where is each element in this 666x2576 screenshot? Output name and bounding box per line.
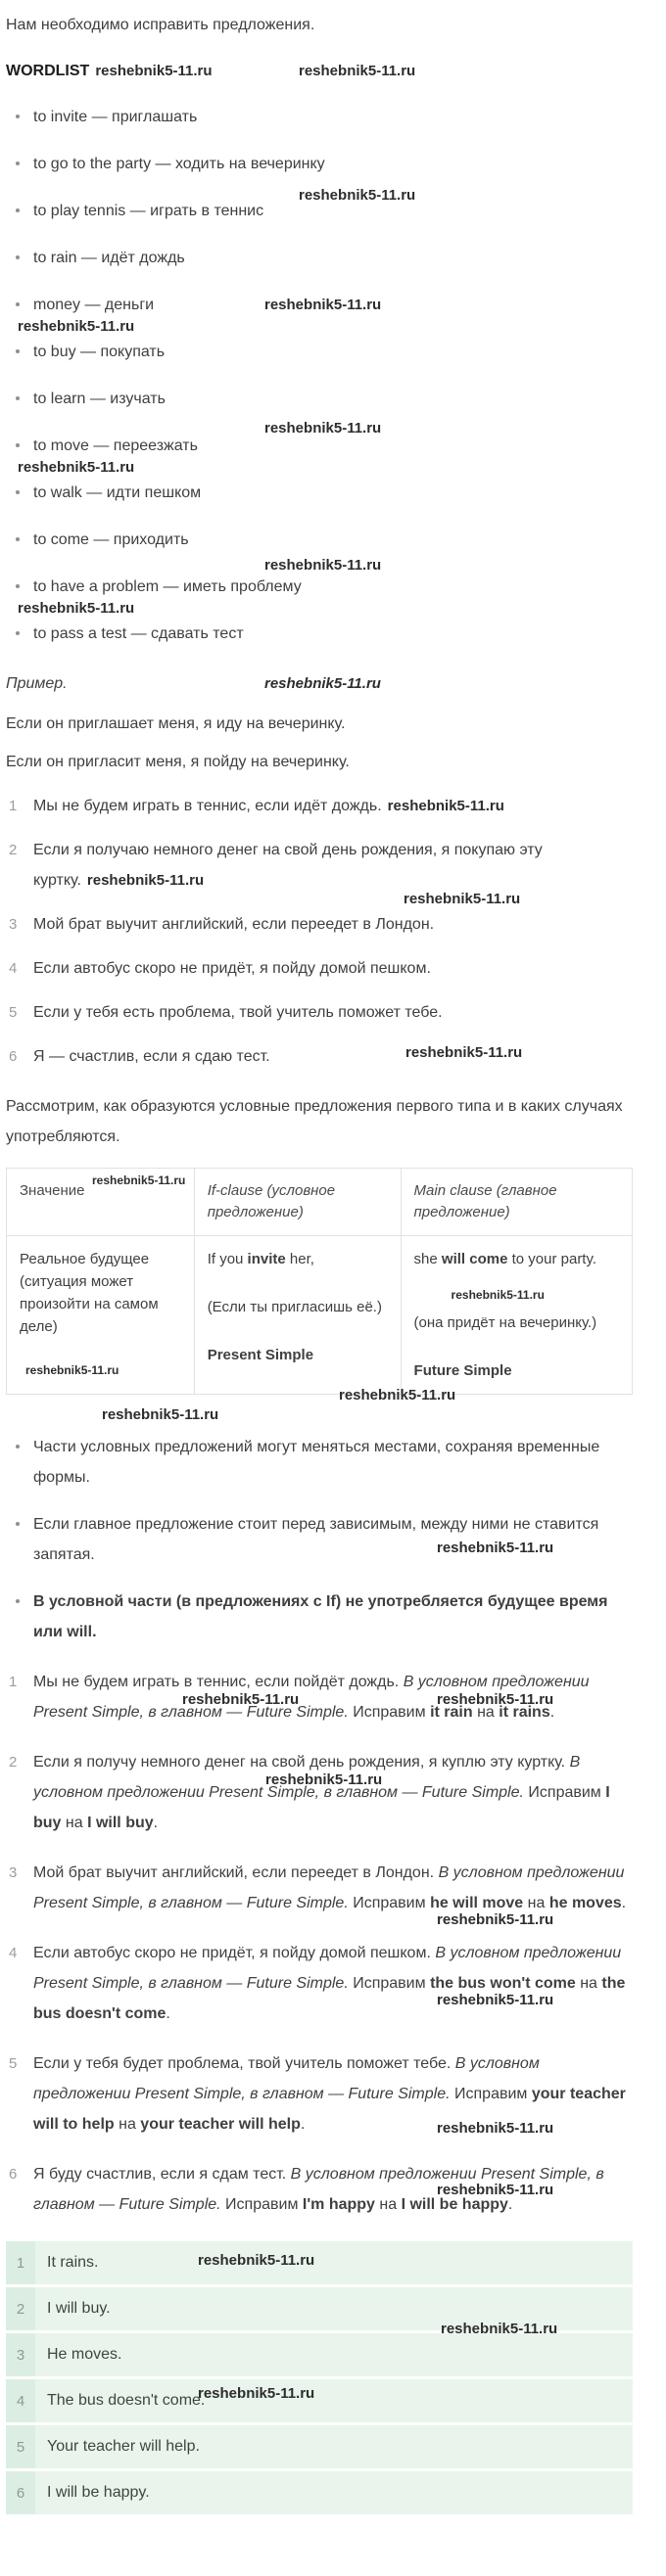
- watermark: reshebnik5-11.ru: [92, 1173, 186, 1187]
- wordlist-item-text: to buy — покупать: [33, 344, 166, 360]
- conditional-intro: Рассмотрим, как образуются условные предложения первого типа и в каких случаях употребляются.: [6, 1098, 623, 1145]
- cell-main-clause: [401, 1236, 632, 1395]
- example-present: Если он приглашает меня, я иду на вечеринку.: [6, 715, 346, 732]
- explanation-item: [33, 1667, 633, 1727]
- watermark: reshebnik5-11.ru: [437, 2120, 554, 2137]
- explanation-item: [33, 2159, 633, 2220]
- note-text: Части условных предложений могут меняться местами, сохраняя временные формы.: [33, 1439, 600, 1486]
- cell-meaning: [7, 1236, 195, 1395]
- explanation-item: [33, 2048, 633, 2139]
- explanation-item: [33, 1938, 633, 2029]
- wordlist-item: [18, 600, 633, 649]
- explanation-item: [33, 1858, 633, 1928]
- example-future: Если он пригласит меня, я пойду на вечеринку.: [6, 754, 350, 770]
- answer-number: [6, 2241, 35, 2284]
- sentence-item: [33, 953, 633, 984]
- sentence-text: Я — счастлив, если я сдаю тест.: [33, 1048, 270, 1065]
- watermark: reshebnik5-11.ru: [264, 297, 382, 313]
- main-clause-translation: (она придёт на вечеринку.): [413, 1314, 597, 1331]
- wordlist-item-text: to learn — изучать: [33, 391, 166, 407]
- sentence-item: [33, 1041, 633, 1072]
- watermark: reshebnik5-11.ru: [437, 1992, 554, 2008]
- wordlist-item-text: to walk — идти пешком: [33, 484, 202, 501]
- answer-text: I will buy.: [35, 2287, 633, 2330]
- watermark: reshebnik5-11.ru: [299, 187, 416, 204]
- explanation-text: Я буду счастлив, если я сдам тест. В условном предложении Present Simple, в главном — Future Simple. Исправим I'm happy на I will be happy.: [33, 2166, 604, 2213]
- sentence-item: [33, 835, 633, 896]
- wordlist-item: [33, 525, 633, 574]
- conditional-table-wrapper: [6, 1168, 633, 1395]
- wordlist-item: [18, 318, 633, 367]
- intro-paragraph: Нам необходимо исправить предложения.: [6, 17, 315, 33]
- sentence-text: Если у тебя есть проблема, твой учитель поможет тебе.: [33, 1004, 443, 1021]
- watermark: reshebnik5-11.ru: [198, 2252, 315, 2269]
- wordlist-item-text: to go to the party — ходить на вечеринку: [33, 156, 325, 172]
- sentence-list: [6, 791, 633, 1072]
- wordlist-item-text: to invite — приглашать: [33, 109, 198, 125]
- answer-number: [6, 2425, 35, 2468]
- sentence-item: [33, 997, 633, 1028]
- wordlist-item-text: to have a problem — иметь проблему: [33, 578, 302, 595]
- watermark: reshebnik5-11.ru: [264, 557, 382, 574]
- answer-number: [6, 2333, 35, 2376]
- watermark: reshebnik5-11.ru: [437, 1540, 554, 1556]
- cell-if-clause: [194, 1236, 401, 1395]
- watermark: reshebnik5-11.ru: [25, 1363, 119, 1377]
- note-item: [33, 1509, 633, 1570]
- wordlist-title: WORDLIST: [6, 63, 90, 79]
- sentence-text: Если я получаю немного денег на свой день рождения, я покупаю эту куртку.: [33, 842, 543, 889]
- watermark: reshebnik5-11.ru: [437, 2182, 554, 2198]
- wordlist-item-text: money — деньги: [33, 297, 155, 313]
- sentence-text: Если автобус скоро не придёт, я пойду домой пешком.: [33, 960, 431, 977]
- notes-list: [6, 1432, 633, 1647]
- watermark: reshebnik5-11.ru: [451, 1288, 545, 1302]
- answer-text: He moves.: [35, 2333, 633, 2376]
- wordlist-item-text: to rain — идёт дождь: [33, 250, 185, 266]
- sentence-item: [33, 791, 633, 821]
- wordlist-item-text: to pass a test — сдавать тест: [33, 625, 244, 642]
- watermark: reshebnik5-11.ru: [404, 891, 521, 907]
- wordlist-item: [33, 102, 633, 132]
- answer-text: Your teacher will help.: [35, 2425, 633, 2468]
- conditional-table: [6, 1168, 633, 1395]
- answer-text: I will be happy.: [35, 2471, 633, 2514]
- watermark: reshebnik5-11.ru: [437, 1691, 554, 1708]
- answers-section: [6, 2241, 633, 2514]
- answer-number: [6, 2379, 35, 2422]
- watermark: reshebnik5-11.ru: [264, 675, 381, 692]
- explanation-text: Если у тебя будет проблема, твой учитель поможет тебе. В условном предложении Present Simple, в главном — Future Simple. Исправим your teacher will to help на your teacher will help.: [33, 2055, 626, 2133]
- answer-text: The bus doesn't come.: [35, 2379, 633, 2422]
- answer-row: [6, 2241, 633, 2284]
- note-item: [33, 1587, 633, 1647]
- meaning-text: Реальное будущее (ситуация может произойти на самом деле): [20, 1251, 159, 1335]
- sentence-item: [33, 891, 633, 940]
- answer-row: [6, 2379, 633, 2422]
- wordlist-item: [33, 149, 633, 204]
- watermark: reshebnik5-11.ru: [387, 798, 504, 814]
- main-clause-tense: Future Simple: [413, 1362, 512, 1379]
- example-label-text: Пример.: [6, 675, 68, 692]
- watermark: reshebnik5-11.ru: [18, 318, 135, 335]
- answer-row: [6, 2425, 633, 2468]
- watermark: reshebnik5-11.ru: [18, 459, 135, 476]
- wordlist-item-text: to move — переезжать: [33, 437, 198, 454]
- answer-row: [6, 2471, 633, 2514]
- watermark: reshebnik5-11.ru: [18, 600, 135, 617]
- main-clause-example: she will come to your party.: [413, 1251, 597, 1267]
- sentence-text: Мой брат выучит английский, если переедет в Лондон.: [33, 916, 435, 933]
- wordlist: [6, 102, 633, 649]
- wordlist-item: [18, 459, 633, 508]
- wordlist-item-text: to come — приходить: [33, 531, 189, 548]
- wordlist-header: [6, 56, 633, 86]
- answer-row: [6, 2321, 633, 2376]
- explanation-text: Мы не будем играть в теннис, если пойдёт дождь. В условном предложении Present Simple, в главном — Future Simple. Исправим it rain на it rains.: [33, 1674, 590, 1721]
- example-label: [6, 668, 633, 699]
- note-item: [33, 1432, 633, 1493]
- watermark: reshebnik5-11.ru: [86, 872, 205, 889]
- table-header-meaning: Значение: [7, 1169, 195, 1236]
- watermark: reshebnik5-11.ru: [182, 1691, 300, 1708]
- watermark-gap: [6, 1387, 633, 1428]
- answer-number: [6, 2287, 35, 2330]
- wordlist-item-text: to play tennis — играть в теннис: [33, 203, 264, 219]
- watermark: reshebnik5-11.ru: [102, 1406, 219, 1423]
- explanation-list: [6, 1667, 633, 2220]
- answer-text: It rains.: [35, 2241, 633, 2284]
- explanation-text: Мой брат выучит английский, если переедет в Лондон. В условном предложении Present Simple, в главном — Future Simple. Исправим he will move на he moves.: [33, 1864, 627, 1911]
- watermark: reshebnik5-11.ru: [339, 1387, 456, 1403]
- sentence-text: Мы не будем играть в теннис, если идёт дождь.: [33, 798, 382, 814]
- watermark: reshebnik5-11.ru: [265, 1771, 383, 1788]
- if-clause-tense: Present Simple: [207, 1347, 314, 1363]
- watermark: reshebnik5-11.ru: [437, 1911, 554, 1928]
- note-text: Если главное предложение стоит перед зависимым, между ними не ставится запятая.: [33, 1516, 599, 1563]
- explanation-item: [33, 1747, 633, 1838]
- if-clause-example: If you invite her,: [207, 1251, 314, 1267]
- table-header-main-clause: Main clause (главное предложение): [401, 1169, 632, 1236]
- watermark: reshebnik5-11.ru: [405, 1044, 523, 1061]
- answer-number: [6, 2471, 35, 2514]
- explanation-text: Если автобус скоро не придёт, я пойду домой пешком. В условном предложении Present Simple, в главном — Future Simple. Исправим the bus won't come на the bus doesn't come.: [33, 1945, 626, 2022]
- watermark: reshebnik5-11.ru: [441, 2321, 558, 2337]
- if-clause-translation: (Если ты пригласишь её.): [207, 1299, 382, 1315]
- wordlist-item: [33, 384, 633, 437]
- explanation-text: Если я получу немного денег на свой день рождения, я куплю эту куртку. В условном предложении Present Simple, в главном — Future Simple. Исправим I buy на I will buy.: [33, 1754, 610, 1831]
- note-text: В условной части (в предложениях с If) не употребляется будущее время или will.: [33, 1593, 608, 1640]
- watermark: reshebnik5-11.ru: [264, 420, 382, 437]
- watermark: reshebnik5-11.ru: [299, 63, 416, 79]
- wordlist-item: [33, 243, 633, 273]
- watermark: reshebnik5-11.ru: [198, 2385, 315, 2402]
- table-header-if-clause: If-clause (условное предложение): [194, 1169, 401, 1236]
- watermark: reshebnik5-11.ru: [95, 63, 213, 79]
- table-row: [7, 1236, 633, 1395]
